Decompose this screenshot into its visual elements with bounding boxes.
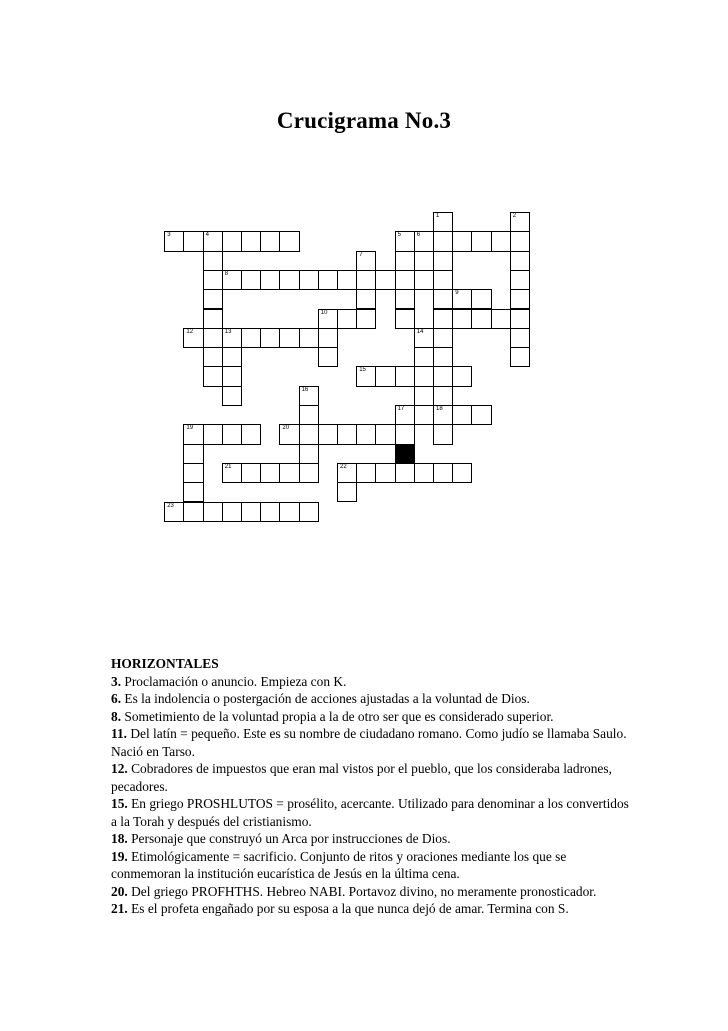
clues-section [111, 655, 631, 918]
crossword-cell[interactable] [395, 231, 415, 251]
crossword-cell[interactable] [433, 386, 453, 406]
crossword-cell[interactable] [241, 424, 261, 444]
crossword-cell[interactable] [356, 366, 376, 386]
crossword-cell[interactable] [491, 231, 511, 251]
clue-number: 3 [167, 232, 171, 239]
crossword-cell[interactable] [222, 328, 242, 348]
crossword-cell[interactable] [203, 231, 223, 251]
clue-number-label: 12. [111, 761, 128, 776]
clue-item [111, 830, 631, 848]
crossword-cell[interactable] [356, 309, 376, 329]
crossword-cell[interactable] [433, 424, 453, 444]
clue-number: 4 [205, 232, 209, 239]
crossword-cell[interactable] [414, 328, 434, 348]
crossword-cell[interactable] [433, 270, 453, 290]
crossword-cell[interactable] [395, 251, 415, 271]
clue-text: Es el profeta engañado por su esposa a la que nunca dejó de amar. Termina con S. [127, 901, 569, 916]
crossword-cell[interactable] [395, 424, 415, 444]
crossword-cell[interactable] [433, 289, 453, 309]
crossword-cell[interactable] [452, 309, 472, 329]
crossword-cell[interactable] [203, 347, 223, 367]
crossword-cell[interactable] [222, 386, 242, 406]
crossword-cell[interactable] [203, 366, 223, 386]
clue-text: Sometimiento de la voluntad propia a la de otro ser que es considerado superior. [121, 708, 554, 724]
crossword-cell[interactable] [414, 347, 434, 367]
clue-item [111, 673, 631, 691]
crossword-cell[interactable] [299, 444, 319, 464]
crossword-cell[interactable] [395, 270, 415, 290]
crossword-cell[interactable] [510, 309, 530, 329]
crossword-cell[interactable] [183, 444, 203, 464]
crossword-cell[interactable] [299, 270, 319, 290]
crossword-cell[interactable] [222, 366, 242, 386]
crossword-cell[interactable] [356, 289, 376, 309]
crossword-cell[interactable] [433, 212, 453, 232]
crossword-cell[interactable] [279, 328, 299, 348]
clue-number: 23 [167, 502, 174, 509]
crossword-cell[interactable] [203, 424, 223, 444]
crossword-cell[interactable] [241, 328, 261, 348]
clue-number-label: 19. [111, 848, 128, 864]
crossword-cell[interactable] [356, 270, 376, 290]
crossword-cell[interactable] [471, 289, 491, 309]
crossword-cell[interactable] [222, 270, 242, 290]
clue-number: 22 [340, 463, 347, 470]
crossword-cell[interactable] [337, 270, 357, 290]
crossword-cell[interactable] [452, 463, 472, 483]
crossword-cell[interactable] [433, 231, 453, 251]
crossword-cell[interactable] [241, 463, 261, 483]
clue-text: Proclamación o anuncio. Empieza con K. [121, 673, 347, 689]
crossword-cell[interactable] [510, 270, 530, 290]
clue-number: 16 [301, 386, 309, 393]
crossword-cell[interactable] [299, 386, 319, 406]
crossword-cell[interactable] [164, 231, 184, 251]
clue-item [111, 725, 631, 760]
crossword-cell[interactable] [318, 309, 338, 329]
crossword-cell[interactable] [222, 502, 242, 522]
clue-text: Es la indolencia o postergación de acciones ajustadas a la voluntad de Dios. [121, 691, 530, 706]
clue-number: 9 [455, 290, 459, 297]
crossword-cell[interactable] [471, 405, 491, 425]
crossword-cell[interactable] [299, 502, 319, 522]
clue-number-label: 18. [111, 831, 128, 846]
crossword-cell[interactable] [279, 424, 299, 444]
crossword-cell[interactable] [279, 231, 299, 251]
crossword-cell[interactable] [414, 405, 434, 425]
clue-number: 19 [186, 425, 194, 432]
crossword-cell[interactable] [222, 347, 242, 367]
clue-item [111, 690, 631, 708]
crossword-cell[interactable] [203, 251, 223, 271]
clue-number: 1 [436, 213, 440, 219]
clue-number-label: 20. [111, 883, 128, 899]
crossword-cell[interactable] [183, 482, 203, 502]
crossword-cell[interactable] [222, 424, 242, 444]
crossword-cell[interactable] [260, 270, 280, 290]
clue-list [111, 673, 631, 918]
crossword-cell[interactable] [203, 270, 223, 290]
crossword-cell[interactable] [356, 424, 376, 444]
clue-text: En griego PROSHLUTOS = prosélito, acercante. Utilizado para denominar a los convertidos a la Torah y después del cristianismo. [111, 796, 629, 829]
crossword-cell[interactable] [299, 328, 319, 348]
crossword-cell[interactable] [510, 347, 530, 367]
clues-heading: HORIZONTALES [111, 656, 219, 671]
crossword-cell[interactable] [299, 405, 319, 425]
crossword-cell[interactable] [279, 270, 299, 290]
crossword-cell[interactable] [318, 424, 338, 444]
crossword-cell[interactable] [395, 463, 415, 483]
crossword-cell[interactable] [222, 231, 242, 251]
clue-number: 6 [416, 232, 421, 239]
crossword-cell[interactable] [203, 309, 223, 329]
crossword-cell[interactable] [452, 366, 472, 386]
crossword-cell[interactable] [433, 328, 453, 348]
crossword-cell[interactable] [414, 231, 434, 251]
clue-number-label: 15. [111, 796, 128, 811]
crossword-cell[interactable] [414, 270, 434, 290]
clue-number: 8 [224, 270, 229, 277]
crossword-cell[interactable] [471, 309, 491, 329]
crossword-cell[interactable] [279, 502, 299, 522]
clue-number: 5 [397, 232, 401, 239]
crossword-cell[interactable] [491, 309, 511, 329]
crossword-cell[interactable] [203, 328, 223, 348]
crossword-cell[interactable] [395, 309, 415, 329]
clue-number: 14 [416, 328, 424, 335]
clue-text: Del griego PROFHTHS. Hebreo NABI. Portavoz divino, no meramente pronosticador. [127, 883, 597, 899]
clue-number-label: 11. [111, 726, 127, 741]
crossword-cell[interactable] [510, 289, 530, 309]
crossword-cell[interactable] [510, 212, 530, 232]
clue-number-label: 3. [111, 673, 122, 689]
clue-text: Etimológicamente = sacrificio. Conjunto de ritos y oraciones mediante los que se conmemoran la institución eucarística de Jesús en la última cena. [111, 848, 567, 881]
clue-number-label: 6. [111, 691, 122, 706]
clue-item [111, 760, 631, 795]
clue-number: 17 [397, 406, 405, 412]
clue-item [111, 900, 631, 918]
clue-item [111, 848, 631, 883]
crossword-cell[interactable] [433, 347, 453, 367]
crossword-cell[interactable] [260, 231, 280, 251]
page-title: Crucigrama No.3 [276, 108, 452, 133]
crossword-cell[interactable] [395, 289, 415, 309]
crossword-cell[interactable] [395, 405, 415, 425]
crossword-cell[interactable] [337, 309, 357, 329]
clue-item [111, 795, 631, 830]
crossword-cell[interactable] [510, 231, 530, 251]
clue-text: Cobradores de impuestos que eran mal vistos por el pueblo, que los consideraba ladrones, pecadores. [111, 761, 612, 794]
clue-text: Del latín = pequeño. Este es su nombre de ciudadano romano. Como judío se llamaba Saulo. Nació en Tarso. [111, 726, 627, 759]
clue-number: 12 [186, 328, 194, 335]
clue-number: 20 [282, 425, 290, 432]
clue-number: 2 [512, 213, 517, 219]
crossword-cell[interactable] [375, 270, 395, 290]
crossword-cell[interactable] [183, 502, 203, 522]
clue-number: 10 [320, 309, 328, 316]
crossword-black-cell [395, 444, 415, 464]
crossword-cell[interactable] [433, 405, 453, 425]
crossword-cell[interactable] [356, 251, 376, 271]
clue-number: 21 [224, 463, 232, 470]
crossword-cell[interactable] [414, 366, 434, 386]
crossword-cell[interactable] [510, 328, 530, 348]
clue-number: 13 [224, 328, 232, 335]
clue-number: 7 [359, 251, 363, 258]
clue-item [111, 883, 631, 901]
crossword-cell[interactable] [452, 231, 472, 251]
crossword-cell[interactable] [471, 231, 491, 251]
crossword-cell[interactable] [356, 463, 376, 483]
crossword-cell[interactable] [241, 502, 261, 522]
crossword-cell[interactable] [375, 424, 395, 444]
crossword-cell[interactable] [452, 289, 472, 309]
crossword-cell[interactable] [318, 270, 338, 290]
crossword-cell[interactable] [318, 328, 338, 348]
crossword-cell[interactable] [260, 328, 280, 348]
crossword-cell[interactable] [452, 405, 472, 425]
crossword-cell[interactable] [299, 424, 319, 444]
crossword-cell[interactable] [260, 502, 280, 522]
crossword-cell[interactable] [183, 424, 203, 444]
crossword-cell[interactable] [279, 463, 299, 483]
crossword-cell[interactable] [299, 463, 319, 483]
clue-item [111, 708, 631, 726]
crossword-cell[interactable] [183, 328, 203, 348]
crossword-cell[interactable] [414, 463, 434, 483]
crossword-cell[interactable] [222, 463, 242, 483]
clue-number: 18 [436, 406, 443, 412]
crossword-cell[interactable] [375, 366, 395, 386]
crossword-cell[interactable] [337, 482, 357, 502]
crossword-cell[interactable] [203, 289, 223, 309]
crossword-cell[interactable] [433, 366, 453, 386]
crossword-cell[interactable] [318, 347, 338, 367]
clue-number-label: 8. [111, 708, 122, 724]
crossword-cell[interactable] [183, 231, 203, 251]
clue-text: Personaje que construyó un Arca por instrucciones de Dios. [127, 831, 451, 846]
crossword-cell[interactable] [433, 251, 453, 271]
crossword-cell[interactable] [337, 463, 357, 483]
crossword-cell[interactable] [414, 386, 434, 406]
crossword-cell[interactable] [395, 366, 415, 386]
crossword-cell[interactable] [164, 502, 184, 522]
clue-number: 15 [359, 367, 366, 374]
crossword-cell[interactable] [241, 270, 261, 290]
crossword-cell[interactable] [241, 231, 261, 251]
crossword-cell[interactable] [433, 309, 453, 329]
crossword-cell[interactable] [433, 463, 453, 483]
crossword-cell[interactable] [203, 502, 223, 522]
crossword-cell[interactable] [375, 463, 395, 483]
clue-number-label: 21. [111, 901, 128, 916]
crossword-cell[interactable] [183, 463, 203, 483]
crossword-cell[interactable] [510, 251, 530, 271]
crossword-cell[interactable] [260, 463, 280, 483]
crossword-cell[interactable] [337, 424, 357, 444]
